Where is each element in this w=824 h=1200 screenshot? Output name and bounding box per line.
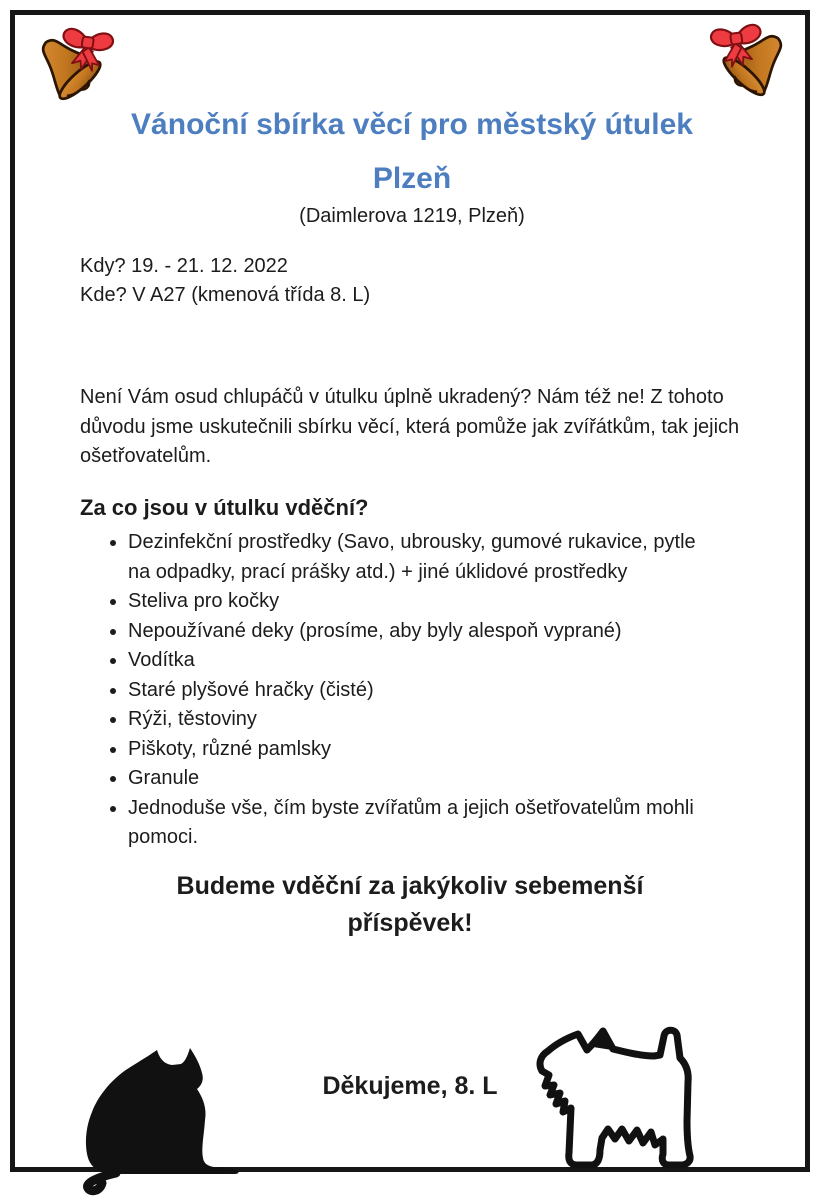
white-terrier-dog-outline-icon: [534, 1026, 704, 1172]
black-cat-silhouette-icon: [82, 1046, 252, 1196]
donations-heading: Za co jsou v útulku vděční?: [80, 495, 369, 520]
donation-list: [80, 528, 720, 853]
thanks-signature: Děkujeme, 8. L: [322, 1072, 498, 1100]
address-subtitle: (Daimlerova 1219, Plzeň): [299, 205, 525, 227]
intro-paragraph: Není Vám osud chlupáčů v útulku úplně ukradený? Nám též ne! Z tohoto důvodu jsme uskutečnili sbírku věcí, která pomůže jak zvířátkům, tak jejich ošetřovatelům.: [80, 386, 740, 467]
schedule-where: Kde? V A27 (kmenová třída 8. L): [80, 284, 371, 306]
appeal-text: Budeme vděční za jakýkoliv sebemenší příspěvek!: [176, 872, 644, 937]
list-item: • Steliva pro kočky: [128, 587, 720, 617]
page-title-line2: Plzeň: [372, 162, 452, 195]
schedule-block: [80, 252, 680, 310]
list-item: • Staré plyšové hračky (čisté): [128, 676, 720, 706]
list-item: • Dezinfekční prostředky (Savo, ubrousky, gumové rukavice, pytle na odpadky, prací prášky atd.) + jiné úklidové prostředky: [128, 528, 720, 587]
list-item: • Nepoužívané deky (prosíme, aby byly alespoň vyprané): [128, 617, 720, 647]
list-item: • Granule: [128, 764, 720, 794]
list-item: • Jednoduše vše, čím byste zvířatům a jejich ošetřovatelům mohli pomoci.: [128, 794, 720, 853]
page-title: [62, 98, 762, 206]
page-title-line1: Vánoční sbírka věcí pro městský útulek: [131, 108, 693, 141]
schedule-when: Kdy? 19. - 21. 12. 2022: [80, 255, 288, 277]
list-item: • Vodítka: [128, 646, 720, 676]
list-item: • Rýži, těstoviny: [128, 705, 720, 735]
list-item: • Piškoty, různé pamlsky: [128, 735, 720, 765]
